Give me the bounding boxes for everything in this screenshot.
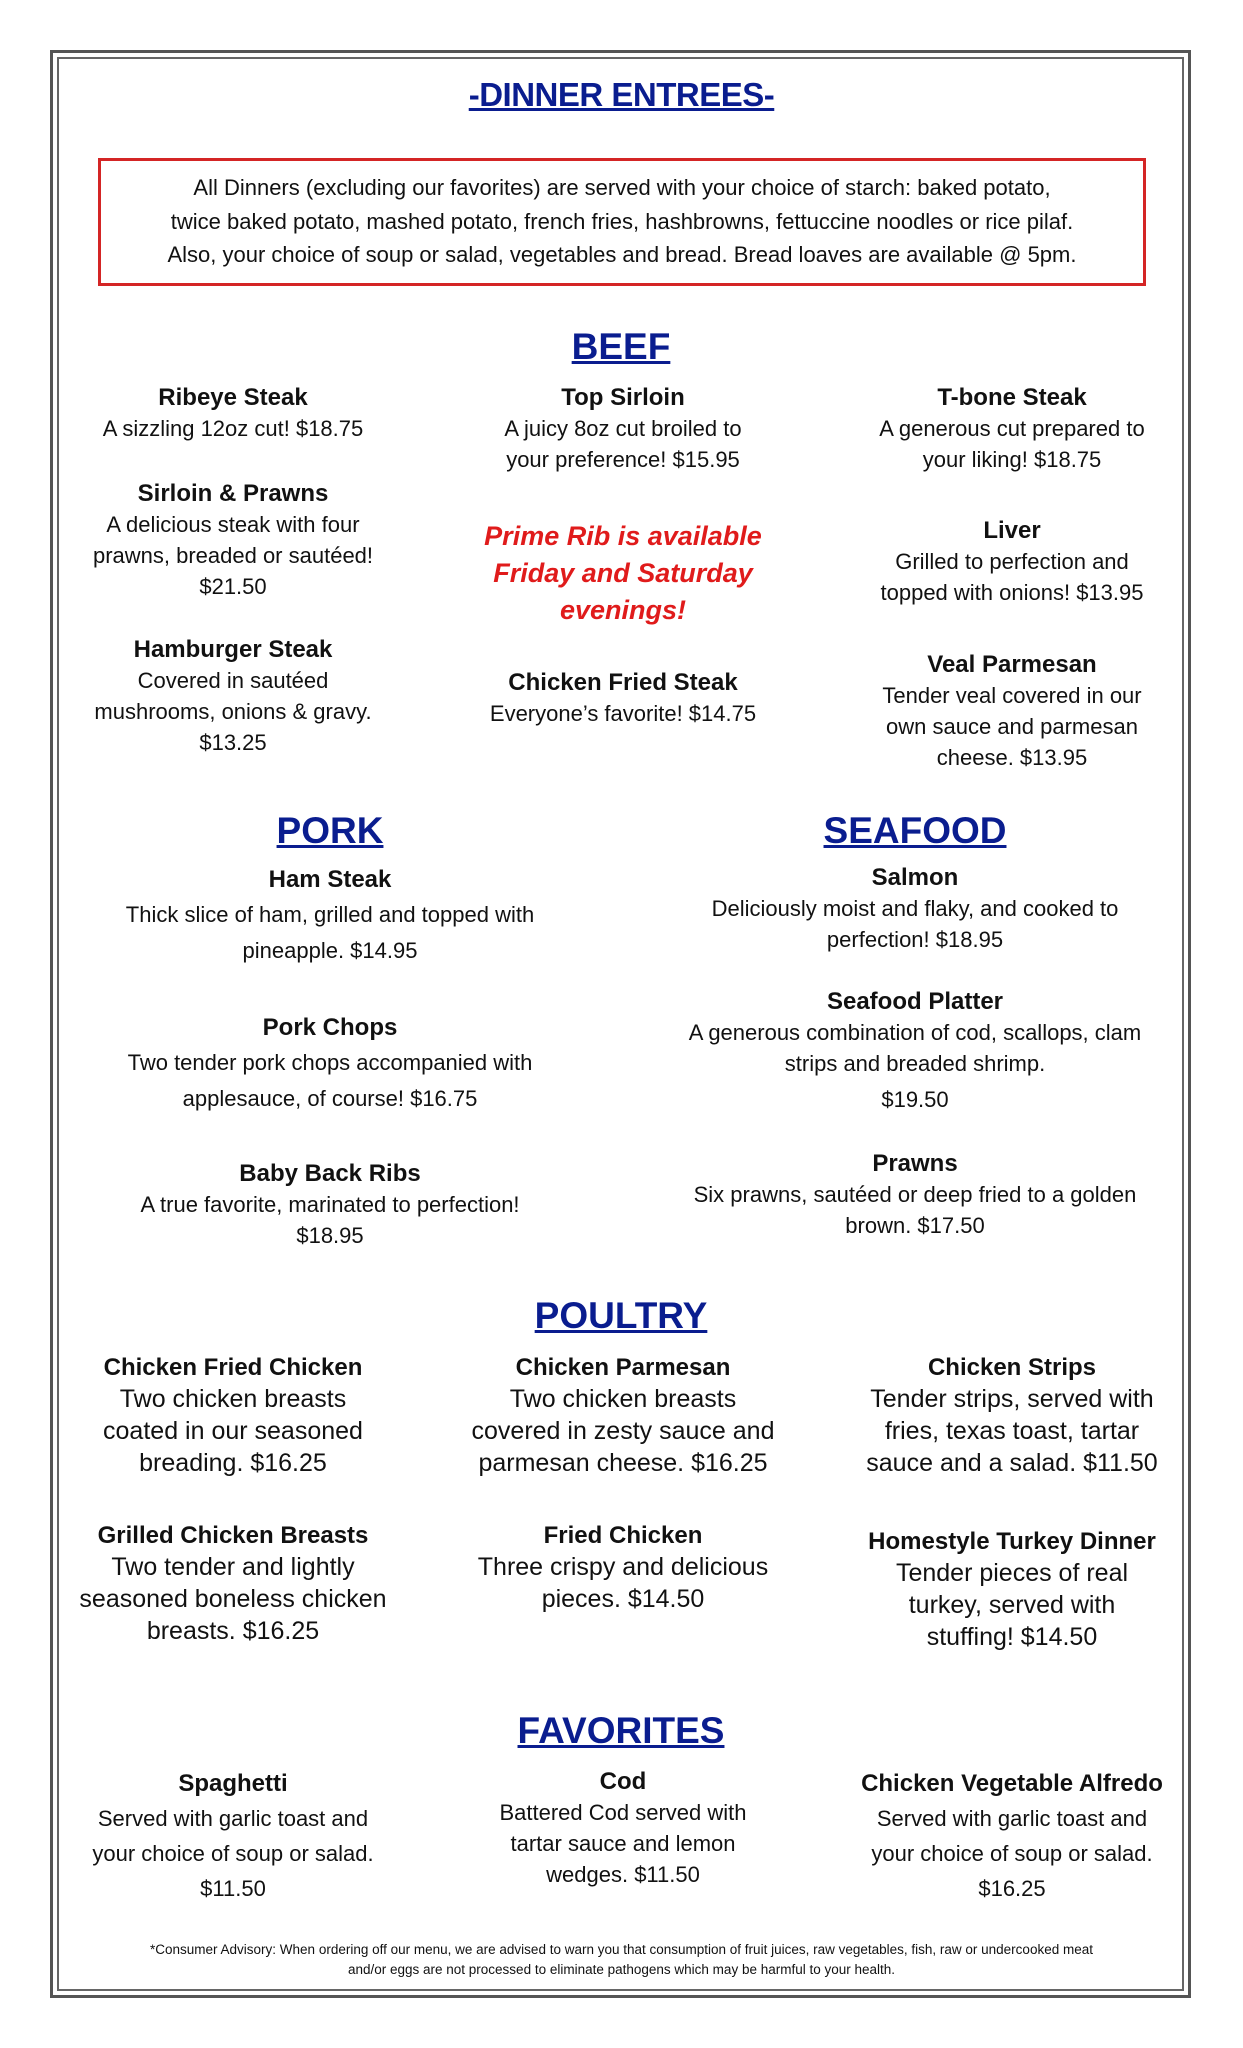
item-name: Liver (983, 517, 1041, 544)
notice-line: All Dinners (excluding our favorites) are served with your choice of starch: baked potato, (193, 175, 1051, 200)
item-name: Ham Steak (268, 866, 392, 893)
section-title-seafood: SEAFOOD (823, 810, 1007, 851)
desc-line: breading. $16.25 (139, 1449, 327, 1477)
desc-line: own sauce and parmesan (886, 714, 1138, 739)
item-description (80, 897, 580, 969)
desc-line: breasts. $16.25 (146, 1617, 320, 1645)
item-name: Pork Chops (262, 1014, 398, 1041)
item-name: Sirloin & Prawns (137, 480, 329, 507)
desc-line: coated in our seasoned (103, 1417, 363, 1445)
item-description (43, 1801, 423, 1906)
item-description (433, 413, 813, 475)
desc-line: A generous combination of cod, scallops, clam (688, 1020, 1142, 1045)
desc-line: your liking! $18.75 (922, 447, 1102, 472)
desc-line: turkey, served with (908, 1591, 1116, 1619)
menu-item-chicken-fried-chicken (43, 1352, 423, 1479)
item-description (43, 1383, 423, 1479)
item-description (822, 680, 1202, 773)
desc-line: pineapple. $14.95 (242, 938, 418, 963)
desc-line: Grilled to perfection and (895, 549, 1129, 574)
item-name: Veal Parmesan (927, 651, 1097, 678)
item-description (433, 1797, 813, 1890)
menu-item-spaghetti (43, 1768, 423, 1906)
desc-line: your preference! $15.95 (506, 447, 740, 472)
menu-item-hamburger-steak (43, 634, 423, 758)
desc-line: topped with onions! $13.95 (880, 580, 1144, 605)
item-name: Spaghetti (178, 1770, 288, 1797)
menu-item-chicken-vegetable-alfredo (822, 1768, 1202, 1906)
desc-line: your choice of soup or salad. (871, 1841, 1153, 1866)
dinner-notice-box (98, 158, 1146, 286)
desc-line: Two tender and lightly (111, 1553, 355, 1581)
item-name: Salmon (871, 864, 959, 891)
menu-item-liver (822, 515, 1202, 608)
menu-item-sirloin-prawns (43, 478, 423, 602)
section-title-pork: PORK (276, 810, 384, 851)
menu-item-chicken-parmesan (433, 1352, 813, 1479)
item-description (80, 1045, 580, 1117)
desc-line: Covered in sautéed (137, 668, 329, 693)
desc-line: $11.50 (200, 1876, 266, 1901)
desc-line: seasoned boneless chicken (79, 1585, 387, 1613)
desc-line: mushrooms, onions & gravy. (94, 699, 372, 724)
desc-line: Everyone’s favorite! $14.75 (489, 701, 757, 726)
item-name: Top Sirloin (561, 384, 685, 411)
item-description (80, 1189, 580, 1251)
desc-line: $13.25 (199, 730, 267, 755)
item-name: Ribeye Steak (158, 384, 308, 411)
item-description (822, 1383, 1202, 1479)
notice-line: twice baked potato, mashed potato, french fries, hashbrowns, fettuccine noodles or rice pilaf. (170, 208, 1074, 234)
menu-item-ribeye-steak (43, 382, 423, 444)
desc-line: perfection! $18.95 (826, 927, 1004, 952)
desc-line: $21.50 (199, 574, 267, 599)
desc-line: $18.95 (296, 1223, 364, 1248)
item-name: Fried Chicken (543, 1522, 703, 1549)
item-name: Chicken Strips (927, 1354, 1097, 1381)
item-description (433, 1383, 813, 1479)
item-name: Baby Back Ribs (239, 1160, 421, 1187)
consumer-advisory (70, 1940, 1173, 1980)
menu-item-tbone-steak (822, 382, 1202, 475)
desc-line: A sizzling 12oz cut! $18.75 (102, 416, 364, 441)
desc-line: A juicy 8oz cut broiled to (504, 416, 742, 441)
item-name: T-bone Steak (937, 384, 1087, 411)
desc-line: Six prawns, sautéed or deep fried to a golden (693, 1182, 1137, 1207)
item-description (822, 546, 1202, 608)
item-description (640, 893, 1190, 955)
menu-item-chicken-fried-steak (433, 667, 813, 729)
desc-line: strips and breaded shrimp. (784, 1051, 1046, 1076)
item-description (43, 1551, 423, 1647)
menu-item-baby-back-ribs (80, 1158, 580, 1251)
item-description (640, 1017, 1190, 1115)
item-price: $19.50 (881, 1087, 949, 1112)
desc-line: A generous cut prepared to (879, 416, 1145, 441)
prime-rib-promo (433, 518, 813, 629)
desc-line: prawns, breaded or sautéed! (92, 543, 374, 568)
item-name: Hamburger Steak (133, 636, 333, 663)
menu-item-prawns (640, 1148, 1190, 1241)
page-title: -DINNER ENTREES- (468, 76, 775, 113)
advisory-line: and/or eggs are not processed to eliminate pathogens which may be harmful to your health. (347, 1962, 896, 1977)
desc-line: $16.25 (978, 1876, 1046, 1901)
item-description (433, 1551, 813, 1615)
item-description (640, 1179, 1190, 1241)
desc-line: Battered Cod served with (499, 1800, 747, 1825)
promo-line: Prime Rib is available (484, 521, 762, 551)
desc-line: Deliciously moist and flaky, and cooked to (711, 896, 1119, 921)
menu-item-seafood-platter (640, 986, 1190, 1115)
advisory-line: *Consumer Advisory: When ordering off our menu, we are advised to warn you that consumption of fruit juices, raw vegetables, fish, raw or undercooked meat (150, 1942, 1093, 1957)
desc-line: Two chicken breasts (119, 1385, 347, 1413)
desc-line: Two chicken breasts (509, 1385, 737, 1413)
desc-line: cheese. $13.95 (936, 745, 1088, 770)
desc-line: fries, texas toast, tartar (884, 1417, 1140, 1445)
desc-line: sauce and a salad. $11.50 (866, 1449, 1158, 1477)
menu-item-fried-chicken (433, 1520, 813, 1615)
section-title-beef: BEEF (571, 326, 671, 367)
item-name: Chicken Vegetable Alfredo (861, 1770, 1163, 1797)
desc-line: brown. $17.50 (845, 1213, 985, 1238)
desc-line: stuffing! $14.50 (926, 1623, 1098, 1651)
desc-line: your choice of soup or salad. (92, 1841, 374, 1866)
desc-line: Thick slice of ham, grilled and topped with (125, 902, 535, 927)
desc-line: Served with garlic toast and (97, 1806, 369, 1831)
item-name: Grilled Chicken Breasts (97, 1522, 369, 1549)
desc-line: A true favorite, marinated to perfection! (140, 1192, 520, 1217)
desc-line: covered in zesty sauce and (471, 1417, 775, 1445)
item-name: Seafood Platter (826, 988, 1004, 1015)
item-description (822, 413, 1202, 475)
item-name: Homestyle Turkey Dinner (868, 1528, 1156, 1555)
desc-line: Tender pieces of real (895, 1559, 1129, 1587)
menu-item-homestyle-turkey-dinner (822, 1526, 1202, 1653)
menu-item-salmon (640, 862, 1190, 955)
item-description (43, 509, 423, 602)
section-title-poultry: POULTRY (534, 1295, 708, 1336)
item-name: Chicken Fried Steak (508, 669, 738, 696)
menu-item-veal-parmesan (822, 649, 1202, 773)
item-name: Chicken Parmesan (515, 1354, 731, 1381)
item-description (433, 698, 813, 729)
item-name: Cod (599, 1768, 647, 1795)
item-description (43, 665, 423, 758)
desc-line: Three crispy and delicious (477, 1553, 769, 1581)
promo-line: Friday and Saturday (493, 558, 753, 588)
item-name: Chicken Fried Chicken (103, 1354, 363, 1381)
menu-item-cod (433, 1766, 813, 1890)
desc-line: Served with garlic toast and (876, 1806, 1148, 1831)
menu-item-grilled-chicken-breasts (43, 1520, 423, 1647)
item-name: Prawns (872, 1150, 958, 1177)
menu-item-pork-chops (80, 1012, 580, 1117)
item-description (43, 413, 423, 444)
desc-line: parmesan cheese. $16.25 (478, 1449, 768, 1477)
desc-line: A delicious steak with four (106, 512, 360, 537)
item-description (822, 1801, 1202, 1906)
desc-line: pieces. $14.50 (541, 1585, 705, 1613)
desc-line: wedges. $11.50 (546, 1862, 700, 1887)
menu-item-chicken-strips (822, 1352, 1202, 1479)
desc-line: tartar sauce and lemon (510, 1831, 736, 1856)
desc-line: applesauce, of course! $16.75 (182, 1086, 478, 1111)
promo-line: evenings! (559, 595, 687, 625)
item-description (822, 1557, 1202, 1653)
section-title-favorites: FAVORITES (517, 1710, 725, 1751)
notice-line: Also, your choice of soup or salad, vegetables and bread. Bread loaves are available @ 5pm. (167, 242, 1077, 267)
desc-line: Tender strips, served with (870, 1385, 1154, 1413)
menu-item-ham-steak (80, 864, 580, 969)
desc-line: Tender veal covered in our (882, 683, 1142, 708)
desc-line: Two tender pork chops accompanied with (127, 1050, 533, 1075)
menu-item-top-sirloin (433, 382, 813, 475)
